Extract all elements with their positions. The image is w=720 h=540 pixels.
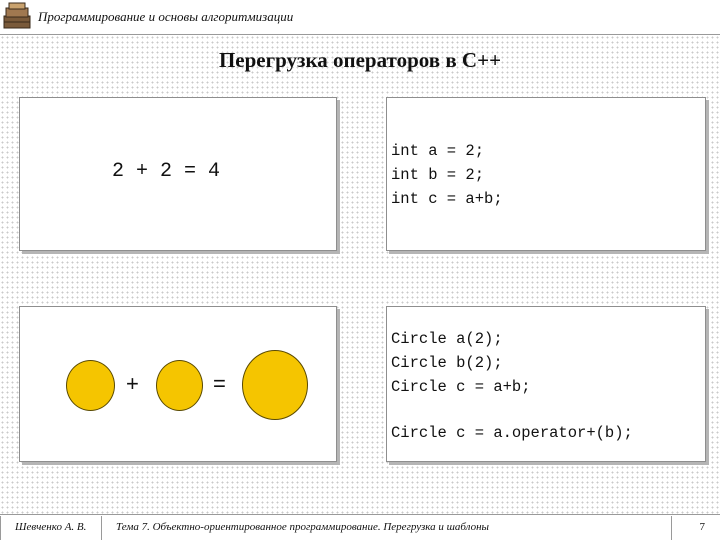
slide-header bbox=[0, 0, 720, 35]
equals-sign: = bbox=[213, 371, 226, 396]
page-number: 7 bbox=[672, 516, 720, 540]
circle-a-shape bbox=[66, 360, 115, 411]
arithmetic-expression: 2 + 2 = 4 bbox=[112, 160, 221, 183]
numbers-example-panel bbox=[19, 97, 337, 251]
circle-code-panel bbox=[386, 306, 706, 462]
plus-sign: + bbox=[126, 371, 139, 396]
circles-example-panel bbox=[19, 306, 337, 462]
circle-c-shape bbox=[242, 350, 308, 420]
int-code-panel bbox=[386, 97, 706, 251]
books-stack-icon bbox=[2, 2, 32, 30]
circle-code-snippet: Circle a(2); Circle b(2); Circle c = a+b; bbox=[391, 330, 531, 396]
circle-b-shape bbox=[156, 360, 203, 411]
course-title: Программирование и основы алгоритмизации bbox=[38, 9, 294, 24]
footer-divider bbox=[0, 514, 720, 515]
footer-author: Шевченко А. В. bbox=[0, 516, 102, 540]
slide-title: Перегрузка операторов в C++ bbox=[218, 48, 502, 72]
footer-topic: Тема 7. Объектно-ориентированное программирование. Перегрузка и шаблоны bbox=[102, 516, 672, 540]
int-code-snippet: int a = 2; int b = 2; int c = a+b; bbox=[391, 142, 503, 208]
operator-call-snippet: Circle c = a.operator+(b); bbox=[391, 424, 633, 442]
